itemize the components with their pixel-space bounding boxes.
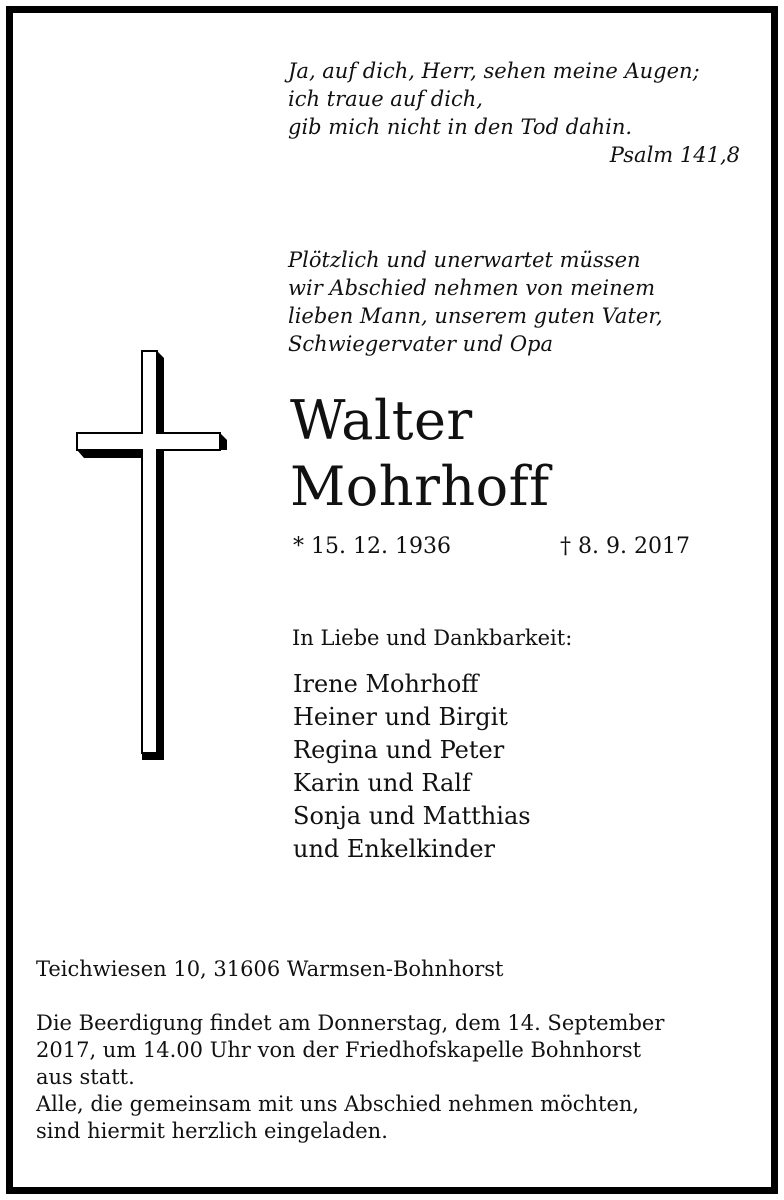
birth-date: * 15. 12. 1936 <box>293 534 451 559</box>
intro-line: Plötzlich und unerwartet müssen <box>288 248 641 272</box>
mourner-name: Heiner und Birgit <box>293 703 508 731</box>
intro-text <box>288 246 758 358</box>
verse-line: Ja, auf dich, Herr, sehen meine Augen; <box>288 59 700 83</box>
last-name: Mohrhoff <box>290 455 550 518</box>
mourner-name: Karin und Ralf <box>293 769 471 797</box>
mourner-name: Regina und Peter <box>293 736 505 764</box>
intro-line: wir Abschied nehmen von meinem <box>288 276 655 300</box>
verse-line: ich traue auf dich, <box>288 87 483 111</box>
funeral-line: 2017, um 14.00 Uhr von der Friedhofskapelle Bohnhorst <box>36 1038 642 1062</box>
funeral-notice <box>36 1010 756 1145</box>
cross-icon <box>70 348 235 768</box>
funeral-line: Alle, die gemeinsam mit uns Abschied nehmen möchten, <box>36 1092 640 1116</box>
intro-line: Schwiegervater und Opa <box>288 332 554 356</box>
funeral-line: aus statt. <box>36 1065 135 1089</box>
verse-reference: Psalm 141,8 <box>609 143 740 167</box>
deceased-name <box>290 388 550 520</box>
verse-line: gib mich nicht in den Tod dahin. <box>288 115 633 139</box>
family-address: Teichwiesen 10, 31606 Warmsen-Bohnhorst <box>36 957 504 981</box>
psalm-verse <box>288 57 758 169</box>
mourner-name: Sonja und Matthias <box>293 802 531 830</box>
intro-line: lieben Mann, unserem guten Vater, <box>288 304 663 328</box>
funeral-line: sind hiermit herzlich eingeladen. <box>36 1119 388 1143</box>
mourner-name: Irene Mohrhoff <box>293 670 479 698</box>
mourners-list <box>293 668 531 866</box>
funeral-line: Die Beerdigung findet am Donnerstag, dem 14. September <box>36 1011 665 1035</box>
mourners-heading: In Liebe und Dankbarkeit: <box>292 626 573 650</box>
first-name: Walter <box>290 389 473 452</box>
mourner-name: und Enkelkinder <box>293 835 496 863</box>
death-date: † 8. 9. 2017 <box>560 534 690 559</box>
